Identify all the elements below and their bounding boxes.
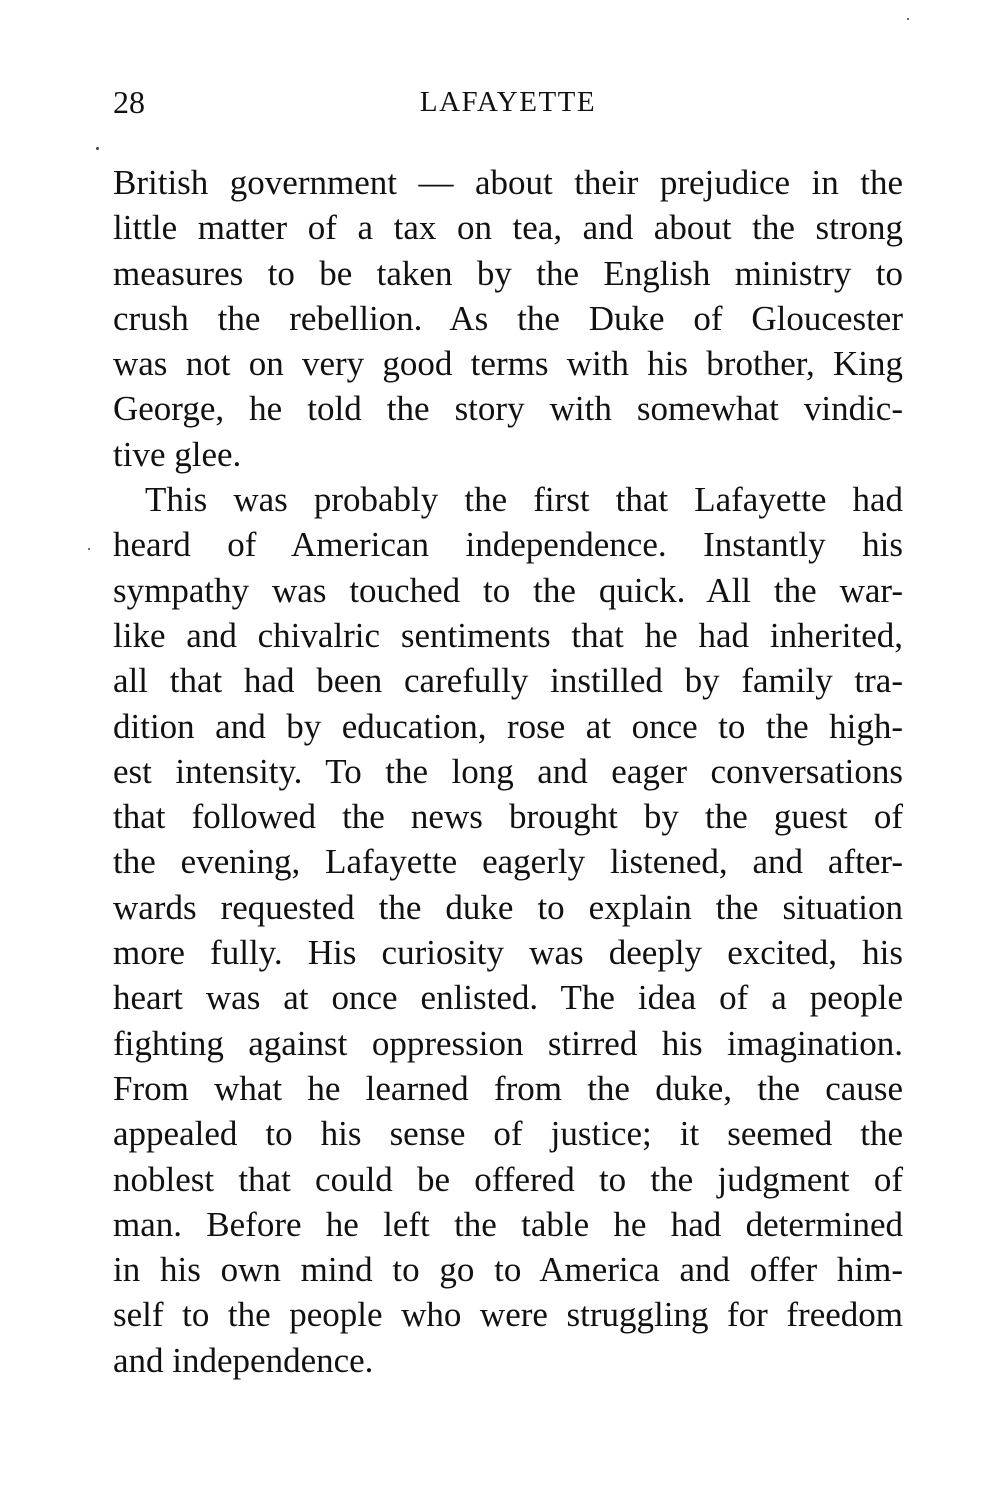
text-line: This was probably the first that Lafayette had bbox=[145, 480, 903, 520]
text-line: noblest that could be offered to the judgment of bbox=[113, 1159, 903, 1199]
body-text bbox=[113, 160, 903, 1383]
text-line: measures to be taken by the English ministry to bbox=[113, 253, 903, 293]
text-line: appealed to his sense of justice; it seemed the bbox=[113, 1114, 903, 1154]
text-line: heart was at once enlisted. The idea of a people bbox=[113, 978, 903, 1018]
text-line: British government — about their prejudice in the bbox=[113, 163, 903, 202]
text-line: all that had been carefully instilled by family tra- bbox=[113, 661, 903, 701]
text-line: like and chivalric sentiments that he had inherited, bbox=[113, 615, 903, 655]
text-line: was not on very good terms with his brother, King bbox=[113, 344, 903, 384]
text-line: est intensity. To the long and eager conversations bbox=[113, 751, 903, 791]
running-head: LAFAYETTE bbox=[419, 86, 597, 118]
text-line: and independence. bbox=[113, 1340, 374, 1380]
text-line: fighting against oppression stirred his imagination. bbox=[113, 1023, 903, 1063]
paragraph-1 bbox=[113, 160, 903, 477]
text-line: From what he learned from the duke, the cause bbox=[113, 1068, 903, 1108]
text-line: in his own mind to go to America and offer him- bbox=[113, 1250, 903, 1290]
paragraph-2 bbox=[113, 477, 903, 1383]
text-line: the evening, Lafayette eagerly listened, and after- bbox=[113, 842, 903, 882]
page-header bbox=[113, 80, 903, 130]
text-line: heard of American independence. Instantly his bbox=[113, 525, 903, 565]
text-line: dition and by education, rose at once to the high- bbox=[113, 706, 903, 746]
text-line: tive glee. bbox=[113, 434, 242, 474]
print-speck bbox=[96, 147, 99, 150]
text-line: more fully. His curiosity was deeply excited, his bbox=[113, 933, 903, 973]
text-line: George, he told the story with somewhat vindic- bbox=[113, 389, 903, 429]
page-number: 28 bbox=[113, 84, 145, 120]
text-line: that followed the news brought by the guest of bbox=[113, 797, 903, 837]
text-line: man. Before he left the table he had determined bbox=[113, 1204, 903, 1244]
text-line: wards requested the duke to explain the situation bbox=[113, 887, 903, 927]
text-line: little matter of a tax on tea, and about the strong bbox=[113, 208, 903, 248]
text-line: sympathy was touched to the quick. All the war- bbox=[113, 570, 903, 610]
text-line: crush the rebellion. As the Duke of Gloucester bbox=[113, 298, 903, 338]
print-speck bbox=[907, 18, 909, 20]
print-speck bbox=[88, 548, 90, 550]
text-line: self to the people who were struggling for freedom bbox=[113, 1295, 903, 1335]
